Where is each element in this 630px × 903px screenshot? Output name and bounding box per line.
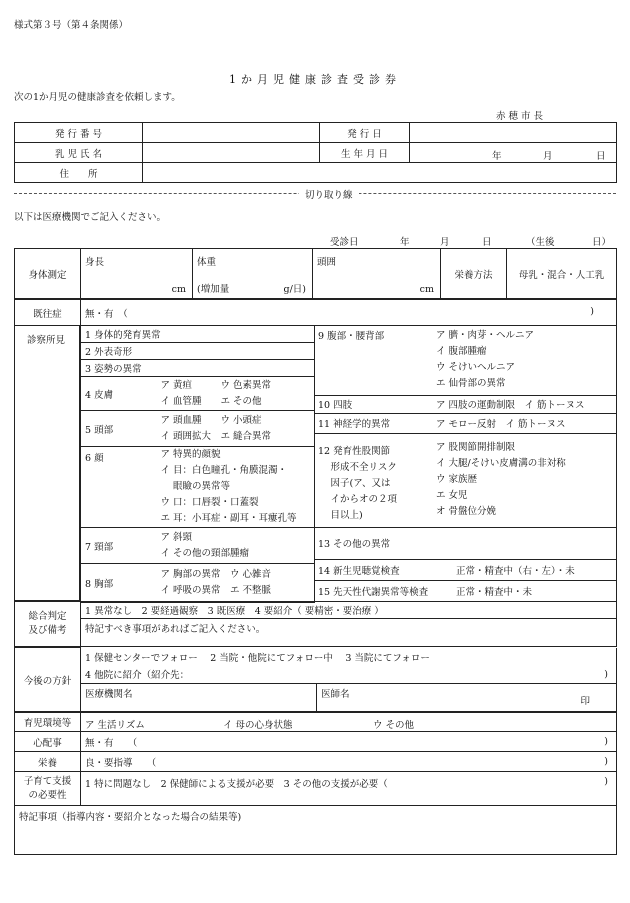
- measurement-table: [14, 248, 617, 299]
- history-label: 既往症: [15, 300, 81, 326]
- feeding-label: 栄養方法: [441, 249, 507, 299]
- environment-label: 育児環境等: [15, 713, 81, 732]
- other-table: [14, 712, 617, 855]
- finding-6-label: 6 顔: [81, 447, 157, 528]
- finding-15-label: 15 先天性代謝異常等検査: [314, 580, 432, 601]
- doctor-name-field[interactable]: 医師名 印: [317, 684, 617, 712]
- plan-label: 今後の方針: [15, 648, 81, 712]
- finding-5-options[interactable]: ア 頭血腫 ウ 小頭症 イ 頭囲拡大 エ 縫合異常: [157, 411, 315, 447]
- address-label: 住 所: [15, 163, 143, 183]
- finding-2[interactable]: 2 外表奇形: [81, 343, 315, 360]
- finding-1[interactable]: 1 身体的発育異常: [81, 326, 315, 343]
- finding-6-options[interactable]: ア 特異的顔貌 イ 目：白色瞳孔・角膜混濁・ 眼瞼の異常等 ウ 口：口唇裂・口蓋裂 エ 耳：小耳症・副耳・耳瘻孔等: [157, 447, 315, 528]
- finding-10-label: 10 四肢: [314, 395, 432, 413]
- finding-13[interactable]: 13 その他の異常: [314, 527, 616, 559]
- judgement-note[interactable]: 特記すべき事項があればご記入ください。: [81, 619, 617, 647]
- findings-left-table: [80, 325, 315, 603]
- finding-15-options[interactable]: 正常・精査中・未: [432, 580, 616, 601]
- finding-12-label: 12 発育性股関節 形成不全リスク 因子(ア、又は イからオの２項 目以上): [314, 433, 432, 527]
- infant-name-field[interactable]: [143, 143, 320, 163]
- issue-number-field[interactable]: [143, 123, 320, 143]
- height-field[interactable]: 身長 cm: [81, 249, 193, 299]
- issue-date-label: 発 行 日: [320, 123, 410, 143]
- infant-name-label: 乳 児 氏 名: [15, 143, 143, 163]
- nutrition-field[interactable]: 良・要指導 （ ): [81, 752, 617, 772]
- finding-9-label: 9 腹部・腰背部: [314, 325, 432, 395]
- issuer-name: 赤 穂 市 長: [496, 111, 544, 122]
- measurement-label: 身体測定: [15, 249, 81, 299]
- plan-referral[interactable]: 4 他院に紹介（紹介先： ): [81, 666, 617, 684]
- judgement-label: 総合判定 及び備考: [15, 602, 81, 647]
- notes-field[interactable]: 特記事項（指導内容・要紹介となった場合の結果等): [15, 806, 617, 855]
- nutrition-label: 栄養: [15, 752, 81, 772]
- institution-name-field[interactable]: 医療機関名: [81, 684, 317, 712]
- medical-intro: 以下は医療機関でご記入ください。: [14, 212, 167, 223]
- support-label: 子育て支援 の必要性: [15, 772, 81, 806]
- finding-7-options[interactable]: ア 斜頸 イ その他の頸部腫瘤: [157, 528, 315, 564]
- form-number: 様式第３号（第４条関係）: [14, 20, 129, 31]
- seal-mark: 印: [580, 696, 590, 707]
- finding-11-label: 11 神経学的異常: [314, 413, 432, 433]
- finding-12-options[interactable]: ア 股関節開排制限 イ 大腿/そけい皮膚溝の非対称 ウ 家族歴 エ 女児 オ 骨盤位分娩: [432, 433, 616, 527]
- finding-8-label: 8 胸部: [81, 564, 157, 603]
- form-title: 1か月児健康診査受診券: [229, 73, 401, 86]
- environment-options[interactable]: ア 生活リズム イ 母の心身状態 ウ その他: [81, 713, 617, 732]
- dob-year: 年: [492, 151, 502, 162]
- finding-8-options[interactable]: ア 胸部の異常 ウ 心雑音 イ 呼吸の異常 エ 不整脈: [157, 564, 315, 603]
- dob-month: 月: [543, 151, 553, 162]
- judgement-options[interactable]: 1 異常なし 2 要経過観察 3 既医療 4 要紹介（ 要精密・要治療 ）: [81, 602, 617, 619]
- findings-right-table: [314, 325, 617, 602]
- head-circumference-field[interactable]: 頭囲 cm: [313, 249, 441, 299]
- plan-table: [14, 647, 617, 712]
- finding-3[interactable]: 3 姿勢の異常: [81, 360, 315, 377]
- cut-line-label: 切り取り線: [299, 187, 359, 201]
- finding-10-options[interactable]: ア 四肢の運動制限 イ 筋トーヌス: [432, 395, 616, 413]
- concern-field[interactable]: 無・有 （ ): [81, 732, 617, 752]
- history-table: [14, 299, 617, 326]
- history-field[interactable]: 無・有 （ ): [81, 300, 617, 326]
- request-line: 次の1か月児の健康診査を依頼します。: [14, 92, 181, 103]
- concern-label: 心配事: [15, 732, 81, 752]
- finding-14-options[interactable]: 正常・精査中（右・左）・未: [432, 559, 616, 580]
- finding-5-label: 5 頭部: [81, 411, 157, 447]
- finding-11-options[interactable]: ア モロー反射 イ 筋トーヌス: [432, 413, 616, 433]
- finding-7-label: 7 頸部: [81, 528, 157, 564]
- issue-number-label: 発 行 番 号: [15, 123, 143, 143]
- findings-label-cell: 診察所見: [14, 325, 80, 601]
- judgement-table: [14, 601, 617, 647]
- support-field[interactable]: 1 特に問題なし 2 保健師による支援が必要 3 その他の支援が必要（ ): [81, 772, 617, 806]
- weight-field[interactable]: 体重 (増加量 g/日): [193, 249, 313, 299]
- plan-options[interactable]: 1 保健センターでフォロー 2 当院・他院にてフォロー中 3 当院にてフォロー: [81, 648, 617, 666]
- address-field[interactable]: [143, 163, 617, 183]
- finding-14-label: 14 新生児聴覚検査: [314, 559, 432, 580]
- recipient-table: [14, 122, 617, 183]
- feeding-options[interactable]: 母乳・混合・人工乳: [507, 249, 617, 299]
- coupon-form: 様式第３号（第４条関係） 1か月児健康診査受診券 次の1か月児の健康診査を依頼します。 赤 穂 市 長 発 行 番 号 発 行 日 乳 児 氏 名 生 年 月 日 年 月 日 住 所 切り取り線 以下は医療機関でご記入ください。 受診日 年 月 日 （生後 日） 身体測定 身長 cm 体重 (増加量 g/日) 頭囲 cm 栄養方法 母乳・混合・人工乳 既往症 無・有 （ ) 診察所見 1 身体的発育異常 2 外表奇形 3 姿勢の異常 4 皮膚 ア 黄疸 ウ 色素異常 イ 血管腫 エ その他 5 頭部 ア 頭血腫 ウ 小頭症 イ 頭囲拡大 エ 縫合異常 6 顔 ア 特異的顔貌 イ 目：白色瞳孔・角膜混濁・ 眼瞼の異常等 ウ 口：口唇裂・口蓋裂 エ 耳：小耳症・副耳・耳瘻孔等 7 頸部 ア 斜頸 イ その他の頸部腫瘤 8 胸部 ア 胸部の異常 ウ 心雑音 イ 呼吸の異常 エ 不整脈 9 腹部・腰背部 ア 臍・肉芽・ヘルニア イ 腹部腫瘤 ウ そけいヘルニア エ 仙骨部の異常 10 四肢 ア 四肢の運動制限 イ 筋トーヌス 11 神経学的異常 ア モロー反射 イ 筋トーヌス 12 発育性股関節 形成不全リスク 因子(ア、又は イからオの２項 目以上) ア 股関節開排制限 イ 大腿/そけい皮膚溝の非対称 ウ 家族歴 エ 女児 オ 骨盤位分娩 13 その他の異常 14 新生児聴覚検査 正常・精査中（右・左）・未 15 先天性代謝異常等検査 正常・精査中・未 総合判定 及び備考 1 異常なし 2 要経過観察 3 既医療 4 要紹介（ 要精密・要治療 ） 特記すべき事項があればご記入ください。 今後の方針 1 保健センターでフォロー 2 当院・他院にてフォロー中 3 当院にてフォロー 4 他院に紹介（紹介先： ) 医療機関名 医師名 印 育児環境等 ア 生活リズム イ 母の心身状態 ウ その他 心配事 無・有 （ ) 栄養 良・要指導 （ ) 子育て支援 の必要性 1 特に問題なし 2 保健師による支援が必要 3 その他の支援が必要（ ) 特記事項（指導内容・要紹介となった場合の結果等): [0, 0, 630, 903]
- dob-day: 日: [596, 151, 606, 162]
- cut-line: [14, 187, 616, 199]
- finding-9-options[interactable]: ア 臍・肉芽・ヘルニア イ 腹部腫瘤 ウ そけいヘルニア エ 仙骨部の異常: [432, 325, 616, 395]
- finding-4-label: 4 皮膚: [81, 377, 157, 411]
- birth-date-field[interactable]: [410, 143, 617, 163]
- birth-date-label: 生 年 月 日: [320, 143, 410, 163]
- issue-date-field[interactable]: [410, 123, 617, 143]
- finding-4-options[interactable]: ア 黄疸 ウ 色素異常 イ 血管腫 エ その他: [157, 377, 315, 411]
